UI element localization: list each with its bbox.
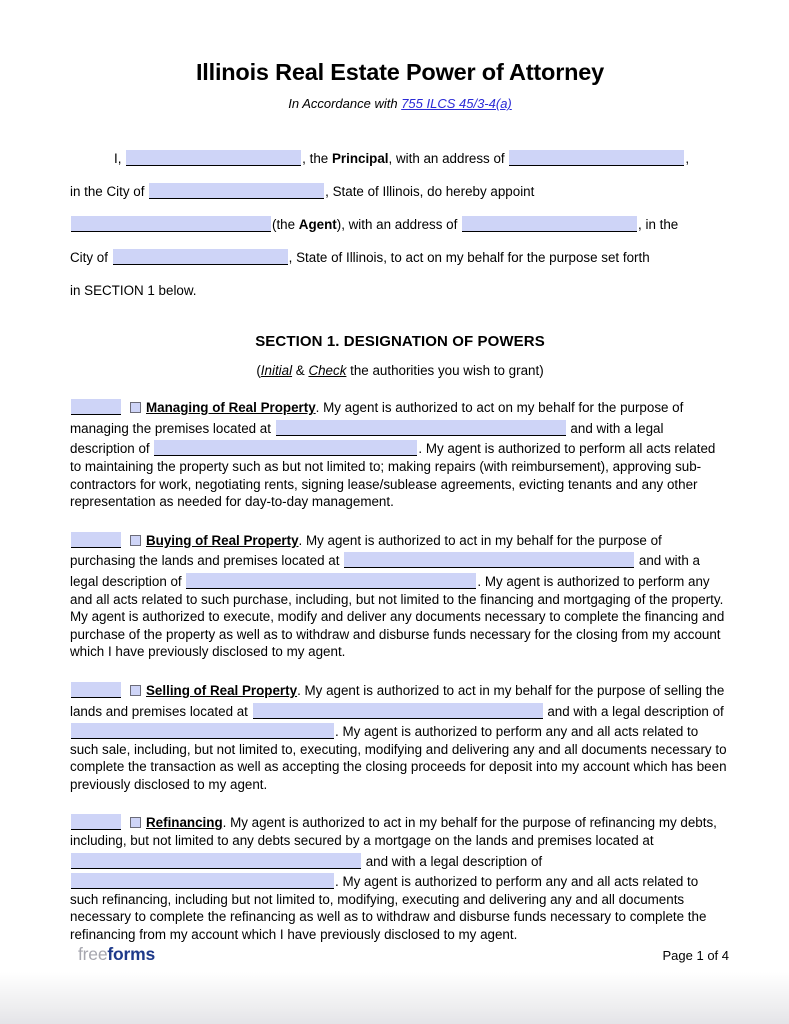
power-item-managing [70,396,730,511]
freeforms-logo [78,944,155,965]
power-title-managing: Managing of Real Property [146,400,316,416]
agent-address-field[interactable] [462,216,637,232]
intro-text-8: ), with an address of [336,217,462,233]
page-number: Page 1 of 4 [662,948,729,963]
subheading-check: Check [308,363,347,379]
power-text-refinancing-1: . My agent is authorized to act in my behalf for the purpose of refinancing my debts, including, but not limited to any debts secured by a mortgage on the lands and premises located at [70,815,717,849]
document-subtitle [70,96,730,111]
power-item-refinancing [70,811,730,943]
managing-legal-description-field[interactable] [154,440,417,456]
principal-address-field[interactable] [509,150,684,166]
initial-field-buying[interactable] [71,532,121,548]
logo-text-free: free [78,944,108,964]
power-text-buying-3: . My agent is authorized to perform any and all acts related to such purchase, including, but not limited to the financing and mortgaging of the property. My agent is authorized to execute, modify and deliver any documents necessary to complete the financing and purchase of the property as well as to withdraw and disburse funds necessary for the closing from my account which I have previously disclosed to my agent. [70,573,725,660]
section-1-subheading [70,363,730,378]
checkbox-selling[interactable] [130,685,141,696]
intro-text-11: , State of Illinois, to act on my behalf for the purpose set forth [288,250,650,266]
checkbox-refinancing[interactable] [130,817,141,828]
intro-text-2: , the [302,151,332,167]
subheading-rest: the authorities you wish to grant) [346,363,544,379]
buying-premises-field[interactable] [344,552,634,568]
section-1-heading: SECTION 1. DESIGNATION OF POWERS [255,333,545,351]
principal-city-field[interactable] [149,183,324,199]
power-text-managing-2: and with a legal description of [70,420,664,457]
power-text-buying-1: . My agent is authorized to act in my behalf for the purpose of purchasing the lands and premises located at [70,532,662,569]
power-text-selling-1: . My agent is authorized to act in my behalf for the purpose of selling the lands and premises located at [70,682,725,719]
principal-term: Principal [331,151,389,167]
subheading-initial: Initial [260,363,293,379]
agent-term: Agent [298,217,337,233]
checkbox-buying[interactable] [130,535,141,546]
power-text-selling-2: and with a legal description of [543,703,724,719]
power-title-refinancing: Refinancing [146,815,223,831]
refinancing-legal-description-field[interactable] [71,873,334,889]
power-title-buying: Buying of Real Property [146,532,299,548]
intro-text-12: in SECTION 1 below. [70,283,197,299]
power-text-managing-3: . My agent is authorized to perform all acts related to maintaining the property such as but not limited to; making repairs (with reimbursement), approving sub-contractors for work, negotiating rents, signing lease/sublease agreements, evicting tenants and any other representation as needed for day-to-day management. [70,441,716,510]
document-content [70,0,730,944]
power-item-selling [70,679,730,794]
page-title: Illinois Real Estate Power of Attorney [195,59,605,85]
subheading-amp: & [292,363,309,379]
intro-text-1: I, [114,151,126,167]
intro-paragraph [70,142,730,307]
subtitle-prefix: In Accordance with [288,96,402,112]
intro-text-4: , [685,151,690,167]
statute-link[interactable]: 755 ILCS 45/3-4(a) [401,96,512,112]
intro-text-9: , in the [638,217,679,233]
intro-text-6: , State of Illinois, do hereby appoint [325,184,535,200]
buying-legal-description-field[interactable] [186,573,476,589]
power-text-refinancing-2: and with a legal description of [362,853,543,869]
power-text-selling-3: . My agent is authorized to perform any and all acts related to such sale, including, but not limited to, executing, modifying and delivering any and all documents necessary to complete the transaction as well as accepting the closing proceeds for deposit into my account which has been previously disclosed to my agent. [70,724,727,792]
subheading-open: ( [256,363,261,379]
initial-field-refinancing[interactable] [71,814,121,830]
power-text-buying-2: and with a legal description of [70,553,700,589]
power-text-managing-1: . My agent is authorized to act on my behalf for the purpose of managing the premises located at [70,400,684,436]
initial-field-managing[interactable] [71,399,121,415]
selling-legal-description-field[interactable] [71,723,334,739]
logo-text-forms: forms [107,944,155,964]
intro-text-5: in the City of [70,184,149,200]
agent-city-field[interactable] [113,249,288,265]
refinancing-premises-field[interactable] [71,853,361,869]
intro-text-10: City of [70,250,112,266]
intro-text-7: (the [272,217,299,233]
power-text-refinancing-3: . My agent is authorized to perform any and all acts related to such refinancing, including but not limited to, modifying, executing and delivering any and all documents necessary to complete the refinancing as well as to withdraw and disburse funds necessary to complete the refinancing from my account which I have previously disclosed to my agent. [70,874,707,943]
principal-name-field[interactable] [126,150,301,166]
intro-text-3: , with an address of [388,151,509,167]
selling-premises-field[interactable] [253,703,543,719]
page-bottom-shadow [0,972,789,1024]
managing-premises-field[interactable] [276,420,566,436]
agent-name-field[interactable] [71,216,271,232]
initial-field-selling[interactable] [71,682,121,698]
page-footer [70,944,729,970]
checkbox-managing[interactable] [130,402,141,413]
power-item-buying [70,529,730,661]
power-title-selling: Selling of Real Property [146,682,298,698]
